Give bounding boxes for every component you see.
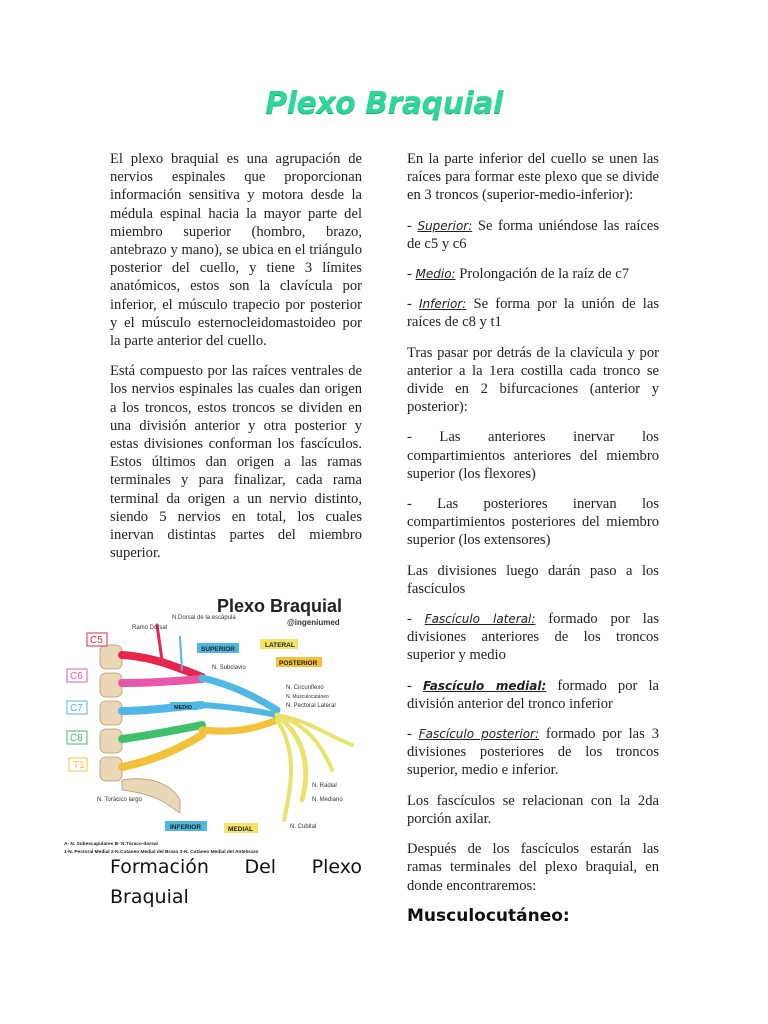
label-musculocutaneo: N. Musculocutáneo xyxy=(286,694,329,700)
label-n-dorsal: N.Dorsal de la escápula xyxy=(172,615,236,621)
fascicle-lateral: - Fascículo lateral: formado por las divisiones anteriores de los troncos superior y medio xyxy=(407,611,659,664)
posterior-divisions: - Las posteriores inervan los compartimientos posteriores del miembro superior (los extensores) xyxy=(407,496,659,549)
tag-inferior: INFERIOR xyxy=(170,824,202,831)
root-c5: C5 xyxy=(90,635,103,646)
brachial-plexus-figure xyxy=(62,585,362,857)
trunk-superior: - Superior: Se forma uniéndose las raíces de c5 y c6 xyxy=(407,217,660,252)
fascicle-medial: - Fascículo medial: formado por la división anterior del tronco inferior xyxy=(407,677,659,712)
fascicle-medial-label: Fascículo medial: xyxy=(422,678,547,693)
tag-medio: MEDIO xyxy=(174,705,193,711)
anterior-divisions: - Las anteriores inervar los compartimientos anteriores del miembro superior (los flexores) xyxy=(407,429,659,482)
musculocutaneo-heading: Musculocutáneo: xyxy=(407,905,570,926)
composition-paragraph: Está compuesto por las raíces ventrales de los nervios espinales las cuales dan origen a los troncos, estos troncos se dividen en una división anterior y otra posterior y estas divisiones conforman los fascículos. Estos últimos dan origen a las ramas terminales y para finalizar, cada rama terminal da origen a un nervio distinto, siendo 5 nervios en total, los cuales inervan distintas partes del miembro superior. xyxy=(110,363,362,562)
figure-title: Plexo Braquial xyxy=(217,596,343,616)
label-circunflexo: N. Circunflexo xyxy=(286,685,324,691)
trunk-inferior: - Inferior: Se forma por la unión de las raíces de c8 y t1 xyxy=(407,296,659,331)
page-title: Plexo Braquial xyxy=(265,86,503,121)
trunk-medio-label: Medio: xyxy=(415,267,456,282)
tag-medial: MEDIAL xyxy=(228,826,253,833)
trunk-medio: - Medio: Prolongación de la raíz de c7 xyxy=(407,266,630,283)
fascicles-intro: Las divisiones luego darán paso a los fascículos xyxy=(407,562,659,597)
label-cubital: N. Cubital xyxy=(290,824,317,830)
fascicles-axilar: Los fascículos se relacionan con la 2da porción axilar. xyxy=(407,792,659,827)
root-c7: C7 xyxy=(70,703,83,714)
left-column xyxy=(110,150,362,574)
trunk-inferior-label: Inferior: xyxy=(419,297,467,312)
figure-handle: @ingeniumed xyxy=(287,618,340,627)
right-column xyxy=(407,150,659,925)
root-t1: T1 xyxy=(73,760,85,771)
tag-posterior: POSTERIOR xyxy=(279,660,318,667)
terminal-branches: Después de los fascículos estarán las ramas terminales del plexo braquial, en donde encontraremos: xyxy=(407,841,659,894)
trunk-superior-label: Superior: xyxy=(417,218,473,233)
rib xyxy=(122,779,180,813)
trunks-intro: En la parte inferior del cuello se unen las raíces para formar este plexo que se divide en 3 troncos (superior-medio-inferior): xyxy=(407,151,659,204)
fascicle-posterior-label: Fascículo posterior: xyxy=(418,727,540,742)
intro-paragraph: El plexo braquial es una agrupación de nervios espinales que proporcionan información sensitiva y motora desde la médula espinal hacia la mayor parte del miembro superior (hombro, brazo, antebrazo y mano), se ubica en el triángulo posterior del cuello, y tiene 3 límites anatómicos, estos son la clavícula por inferior, el músculo trapecio por posterior y el músculo esternocleidomastoideo por la parte anterior del cuello. xyxy=(110,151,362,350)
tag-lateral: LATERAL xyxy=(265,642,295,649)
label-subclavio: N. Subclavio xyxy=(212,665,246,671)
tag-superior: SUPERIOR xyxy=(201,646,235,653)
legend-line-2: 1-N. Pectoral Medial 2-N.Cutáneo Medial del Brazo 3-N. Cutáneo Medial del Antebrazo xyxy=(64,850,259,855)
label-mediano: N. Mediano xyxy=(312,797,343,803)
divisions-paragraph: Tras pasar por detrás de la clavícula y por anterior a la 1era costilla cada tronco se divide en 2 bifurcaciones (anterior y posterior): xyxy=(407,344,659,416)
root-c8: C8 xyxy=(70,733,83,744)
label-ramo-dorsal: Ramo Dorsal xyxy=(132,625,168,631)
label-toracico: N. Torácico largo xyxy=(97,797,142,803)
fascicle-posterior: - Fascículo posterior: formado por las 3 divisiones posteriores de los troncos superior, medio e inferior. xyxy=(407,726,659,779)
legend-line-1: A- N. Subescapulares B- N.Tóraco-dorsal xyxy=(64,842,158,847)
label-pectoral-lateral: N. Pectoral Lateral xyxy=(286,703,336,709)
label-radial: N. Radial xyxy=(312,783,337,789)
fascicle-lateral-label: Fascículo lateral: xyxy=(424,612,536,627)
figure-caption: Formación Del Plexo Braquial xyxy=(110,856,362,908)
root-c6: C6 xyxy=(70,671,83,682)
